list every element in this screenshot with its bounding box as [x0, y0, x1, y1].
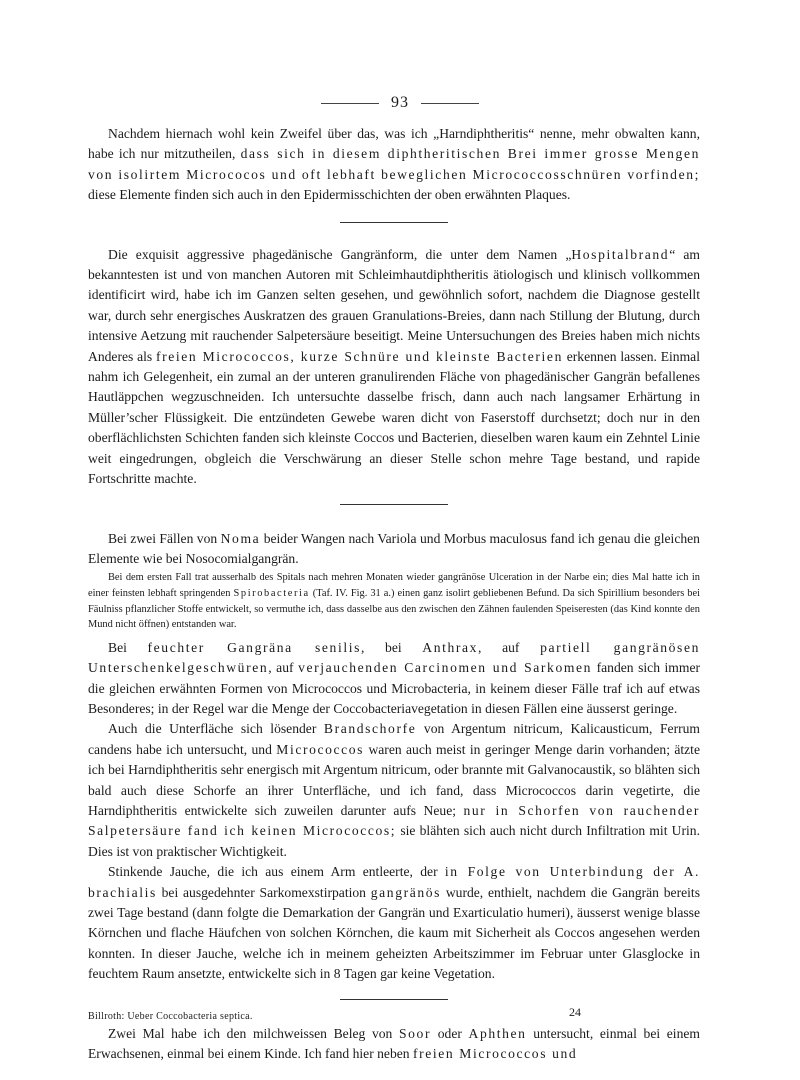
text-run: Die exquisit aggressive phagedänische Gangränform, die unter dem Namen „	[108, 246, 572, 262]
page-number: 93	[391, 94, 409, 111]
spaced-emphasis: freien Micrococcos und	[412, 1046, 578, 1061]
text-run: Auch die Unterfläche sich lösender	[108, 721, 324, 737]
text-run: Bei	[108, 639, 148, 655]
signature-mark: 24	[569, 1005, 581, 1019]
spaced-emphasis: dass sich in diesem diphtheritischen Brei immer grosse Mengen von isolirtem Micrococos und oft lebhaft beweglichen Micrococcosschnüren vorfinden;	[88, 146, 700, 182]
spaced-emphasis: nur in Schorfen von rauchender Salpetersäure fand ich keinen Micrococcos;	[88, 802, 700, 839]
text-run: sie blähten sich auch nicht durch Infiltration mit Urin. Dies ist von praktischer Wichtigkeit.	[88, 823, 700, 859]
paragraph-brandschorfe	[88, 719, 700, 862]
text-run: Stinkende Jauche, die ich aus einem Arm entleerte, der	[108, 864, 445, 880]
text-run: fanden sich immer die gleichen erwähnten Formen von Micrococcos und Microbacteria, in keinem dieser Fälle traf ich auf etwas Besonderes; in der Regel war die Menge der Coccobacteriavegetation in diesen Fällen eine äusserst geringe.	[88, 660, 701, 716]
text-run: untersucht, einmal bei einem Erwachsenen, einmal bei einem Kinde. Ich fand hier neben	[88, 1025, 700, 1061]
text-run: beider Wangen nach Variola und Morbus maculosus fand ich genau die gleichen Elemente wie bei Nosocomialgangrän.	[88, 530, 700, 566]
text-run: diese Elemente finden sich auch in den Epidermisschichten der oben erwähnten Plaques.	[88, 187, 571, 203]
spaced-emphasis: Micrococcos	[276, 741, 365, 757]
paragraph-harndiphtheritis	[88, 124, 700, 206]
footnote-spirobacteria	[88, 570, 700, 632]
text-run: oder	[431, 1025, 469, 1041]
text-run: , bei	[360, 639, 423, 655]
spaced-emphasis: feuchter Gangräna senilis	[147, 639, 361, 655]
spaced-emphasis: Hospitalbrand	[571, 246, 670, 262]
text-run: Bei zwei Fällen von	[108, 530, 221, 546]
text-run: von Argentum nitricum, Kalicausticum, Ferrum candens habe ich untersucht, und	[88, 721, 700, 757]
header-rule-left	[321, 103, 379, 104]
paragraph-soor	[88, 1024, 700, 1065]
text-run: “ am bekanntesten ist und von manchen Autoren mit Schleimhautdiphtheritis ätiologisch und klinisch vollkommen identificirt wird, habe ich im Ganzen selten gesehen, und gewöhnlich sofort, nachdem die Diagnose gestellt war, durch sehr energisches Auskratzen des grauen Granulations-Breies, dann nach Stillung der Blutung, durch intensive Aetzung mit rauchender Salpetersäure beseitigt. Meine Untersuchungen des Breies haben mich nichts Anderes als	[88, 246, 700, 364]
section-divider	[340, 222, 448, 223]
page-header	[0, 94, 800, 112]
section-divider	[340, 504, 448, 505]
paragraph-jauche	[88, 862, 700, 984]
page-footer	[88, 1005, 700, 1025]
header-rule-right	[421, 103, 479, 104]
spaced-emphasis: gangränös	[370, 884, 442, 900]
running-reference: Billroth: Ueber Coccobacteria septica.	[88, 1011, 253, 1022]
spaced-emphasis: Aphthen	[468, 1025, 527, 1041]
text-run: (Taf. IV. Fig. 31 a.) einen ganz isolirt gebliebenen Befund. Da sich Spirillium besonders bei Fäulniss pflanzlicher Stoffe entwickelt, so vermuthe ich, dass dasselbe aus den zwischen den Zähnen faulenden Speiseresten (das Kind konnte den Mund nicht öffnen) entstanden war.	[88, 587, 700, 631]
text-run: , auf	[268, 660, 299, 676]
spaced-emphasis: Spirobacteria	[233, 587, 310, 599]
spaced-emphasis: Soor	[399, 1025, 432, 1041]
spaced-emphasis: in Folge von Unterbindung der A. brachialis	[88, 864, 700, 900]
text-run: erkennen lassen. Einmal nahm ich Gelegenheit, ein zumal an der unteren granulirenden Fläche von phagedänischer Gangrän befallenes Hautläppchen wegzuschneiden. Ich untersuchte dasselbe frisch, dann auch nach langsamer Erhärtung in Müller’scher Flüssigkeit. Die entzündeten Gewebe waren dicht von Faserstoff durchsetzt; doch nur in den oberflächlichsten Schichten fanden sich kleinste Coccos und Bacterien, dieselben waren kaum ein Zehntel Linie weit eingedrungen, obgleich die Verschwärung an dieser Stelle schon mehre Tage bestand, und rapide Fortschritte machte.	[88, 348, 700, 487]
spaced-emphasis: Anthrax	[422, 639, 479, 655]
spaced-emphasis: partiell gangränösen Unterschenkelgeschwüren	[88, 639, 700, 676]
spaced-emphasis: Brandschorfe	[323, 721, 417, 737]
text-run: Bei dem ersten Fall trat ausserhalb des Spitals nach mehren Monaten wieder gangränöse Ulceration in der Narbe ein; dies Mal hatte ich in einer feinsten lebhaft springenden	[88, 572, 700, 599]
text-run: bei ausgedehnter Sarkomexstirpation	[156, 884, 371, 900]
spaced-emphasis: verjauchenden Carcinomen und Sarkomen	[298, 660, 593, 676]
section-divider	[340, 999, 448, 1000]
body-text	[88, 124, 700, 1064]
text-run: waren auch meist in geringer Menge darin vorhanden; ätzte ich bei Harndiphtheritis sehr energisch mit Argentum nitricum, oder brannte mit Galvanocaustik, so blähten sich bald auch diese Schorfe an ihrer Unterfläche, und ich fand, dass Micrococcos darin vegetirte, die Harndiphtheritis entwickelte sich zuweilen darunter aufs Neue;	[88, 741, 700, 818]
spaced-emphasis: freien Micrococcos, kurze Schnüre und kleinste Bacterien	[155, 348, 563, 364]
text-run: wurde, enthielt, nachdem die Gangrän bereits zwei Tage bestand (dann folgte die Demarkation der Gangrän und Exarticulatio humeri), äusserst wenige blasse Körnchen und flache Häufchen von solchen Körnchen, die kaum mit Sicherheit als Coccos angesehen werden konnten. In dieser Jauche, welche ich in meinem geheizten Arbeitszimmer im Februar unter Glasglocke in feuchtem Raum ansetzte, entwickelte sich in 8 Tagen gar keine Vegetation.	[88, 884, 700, 982]
paragraph-noma	[88, 529, 700, 570]
spaced-emphasis: Noma	[220, 530, 261, 546]
text-run: Zwei Mal habe ich den milchweissen Beleg von	[108, 1025, 399, 1041]
paragraph-gangraena-senilis	[88, 638, 700, 720]
text-run: Nachdem hiernach wohl kein Zweifel über das, was ich „Harndiphtheritis“ nenne, mehr obwalten kann, habe ich nur mitzutheilen,	[88, 126, 700, 162]
paragraph-hospitalbrand	[88, 245, 700, 490]
text-run: , auf	[478, 639, 541, 655]
